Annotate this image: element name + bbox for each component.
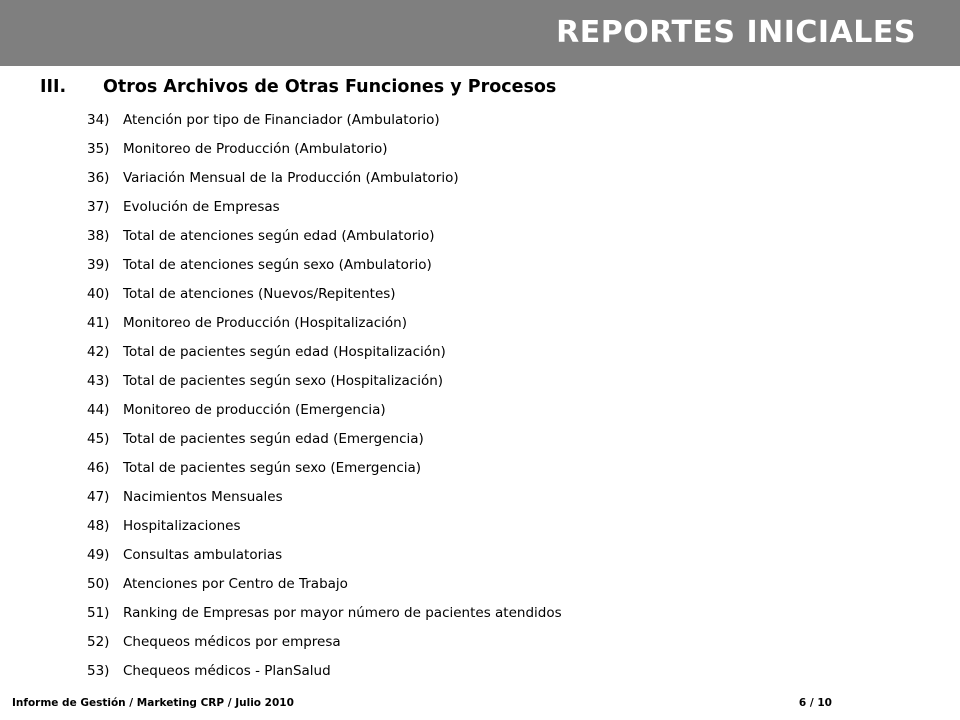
list-item (87, 512, 562, 541)
list-item-label: Atenciones por Centro de Trabajo (123, 576, 348, 592)
section-heading-text: Otros Archivos de Otras Funciones y Procesos (103, 77, 557, 97)
title-bar (0, 0, 960, 66)
list-item-number: 47) (87, 489, 110, 505)
list-item (87, 280, 562, 309)
list-item-number: 42) (87, 344, 110, 360)
list-item (87, 628, 562, 657)
list-item-label: Nacimientos Mensuales (123, 489, 283, 505)
list-item-label: Chequeos médicos - PlanSalud (123, 663, 331, 679)
list-item-number: 46) (87, 460, 110, 476)
list-item-number: 51) (87, 605, 110, 621)
list-item (87, 570, 562, 599)
list-item-label: Consultas ambulatorias (123, 547, 283, 563)
list-item-label: Total de pacientes según sexo (Emergencia) (123, 460, 422, 476)
page-title: REPORTES INICIALES (556, 15, 916, 50)
list-item (87, 251, 562, 280)
list-item-label: Monitoreo de producción (Emergencia) (123, 402, 386, 418)
list-item (87, 367, 562, 396)
list-item (87, 309, 562, 338)
list-item (87, 657, 562, 686)
list-item-number: 48) (87, 518, 110, 534)
list-item-number: 36) (87, 170, 110, 186)
report-list (87, 106, 562, 686)
list-item-number: 52) (87, 634, 110, 650)
list-item (87, 483, 562, 512)
list-item-number: 43) (87, 373, 110, 389)
list-item-label: Monitoreo de Producción (Ambulatorio) (123, 141, 388, 157)
list-item-label: Atención por tipo de Financiador (Ambulatorio) (123, 112, 440, 128)
list-item-number: 34) (87, 112, 110, 128)
list-item (87, 193, 562, 222)
list-item (87, 454, 562, 483)
section-numeral: III. (40, 77, 67, 97)
list-item-label: Ranking de Empresas por mayor número de pacientes atendidos (123, 605, 562, 621)
list-item (87, 599, 562, 628)
list-item (87, 425, 562, 454)
list-item-number: 50) (87, 576, 110, 592)
list-item-label: Total de pacientes según sexo (Hospitalización) (123, 373, 444, 389)
page-number: 6 / 10 (798, 697, 832, 709)
list-item-label: Evolución de Empresas (123, 199, 280, 215)
list-item (87, 541, 562, 570)
list-item (87, 164, 562, 193)
list-item (87, 106, 562, 135)
list-item-number: 35) (87, 141, 110, 157)
footer-source: Informe de Gestión / Marketing CRP / Julio 2010 (12, 697, 294, 709)
list-item-number: 45) (87, 431, 110, 447)
list-item (87, 338, 562, 367)
list-item-number: 40) (87, 286, 110, 302)
list-item-number: 38) (87, 228, 110, 244)
list-item-label: Total de pacientes según edad (Emergencia) (123, 431, 424, 447)
section-heading (40, 77, 556, 97)
list-item (87, 396, 562, 425)
list-item-number: 44) (87, 402, 110, 418)
list-item-number: 41) (87, 315, 110, 331)
list-item-label: Chequeos médicos por empresa (123, 634, 341, 650)
list-item (87, 222, 562, 251)
list-item-number: 49) (87, 547, 110, 563)
list-item-label: Total de atenciones según sexo (Ambulatorio) (123, 257, 432, 273)
list-item-label: Variación Mensual de la Producción (Ambulatorio) (123, 170, 459, 186)
list-item (87, 135, 562, 164)
list-item-number: 53) (87, 663, 110, 679)
list-item-number: 39) (87, 257, 110, 273)
list-item-label: Monitoreo de Producción (Hospitalización) (123, 315, 408, 331)
list-item-number: 37) (87, 199, 110, 215)
list-item-label: Total de atenciones (Nuevos/Repitentes) (123, 286, 396, 302)
list-item-label: Total de pacientes según edad (Hospitalización) (123, 344, 446, 360)
list-item-label: Total de atenciones según edad (Ambulatorio) (123, 228, 435, 244)
list-item-label: Hospitalizaciones (123, 518, 241, 534)
